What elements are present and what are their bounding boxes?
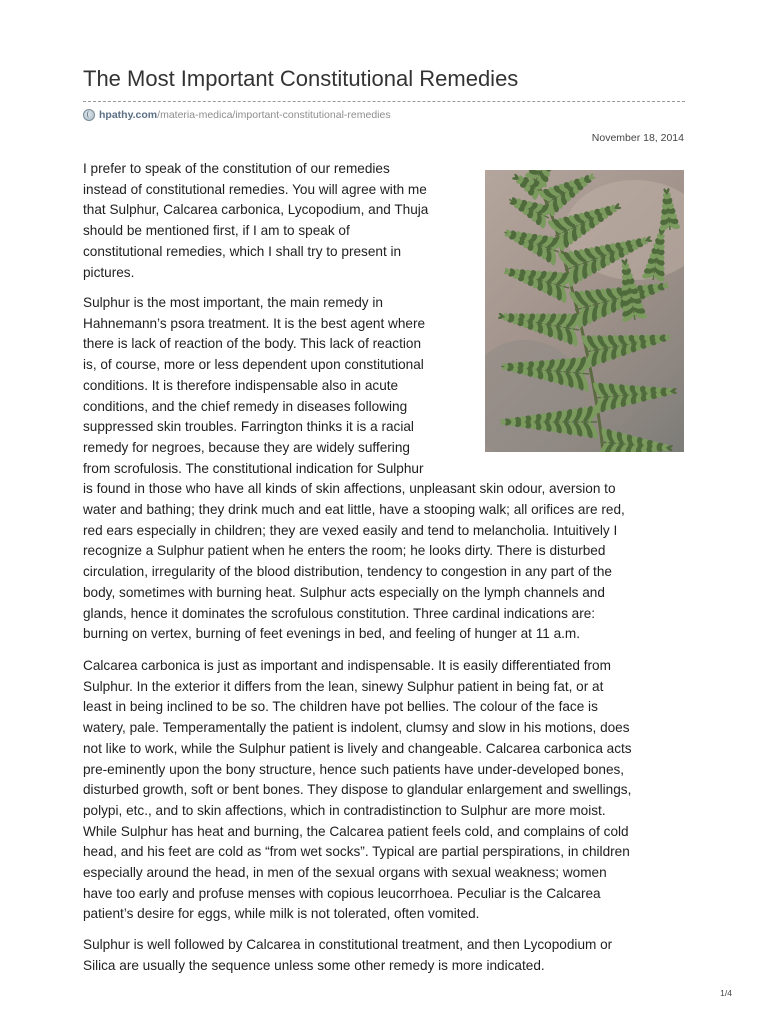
- text-line: should be mentioned first, if I am to speak of: [83, 223, 350, 239]
- page-title: The Most Important Constitutional Remedies: [83, 66, 519, 91]
- text-line: constitutional remedies, which I shall try to present in: [83, 243, 402, 259]
- text-line: Hahnemann’s psora treatment. It is the best agent where: [83, 315, 426, 331]
- text-line: have too early and profuse menses with copious leucorrhoea. Peculiar is the Calcarea: [83, 885, 601, 901]
- text-line: remedy for negroes, because they are widely suffering: [83, 439, 410, 455]
- paragraph-3: [83, 656, 632, 925]
- text-line: least in being inclined to be so. The children have pot bellies. The colour of the face is: [83, 699, 598, 715]
- source-url[interactable]: [83, 108, 391, 122]
- text-line: that Sulphur, Calcarea carbonica, Lycopodium, and Thuja: [83, 202, 429, 218]
- text-line: is, of course, more or less dependent upon constitutional: [83, 357, 424, 373]
- text-line: glands, hence it dominates the scrofulous constitution. Three cardinal indications are:: [83, 605, 596, 621]
- site-globe-icon: [83, 109, 95, 121]
- text-line: conditions, and the chief remedy in diseases following: [83, 398, 408, 414]
- text-line: Calcarea carbonica is just as important and indispensable. It is easily differentiated from: [83, 658, 611, 673]
- text-line: is found in those who have all kinds of skin affections, unpleasant skin odour, aversion to: [83, 481, 616, 497]
- page-number: 1/4: [720, 988, 732, 998]
- text-line: watery, pale. Temperamentally the patient is indolent, clumsy and slow in his motions, does: [83, 720, 630, 736]
- text-line: recognize a Sulphur patient when he enters the room; he looks dirty. There is disturbed: [83, 543, 606, 559]
- text-line: burning on vertex, burning of feet evenings in bed, and feeling of hunger at 11 a.m.: [83, 626, 581, 642]
- text-line: While Sulphur has heat and burning, the Calcarea patient feels cold, and complains of cold: [83, 823, 629, 839]
- text-line: head, and his feet are cold as “from wet socks”. Typical are partial perspirations, in children: [83, 844, 630, 860]
- paragraph-2: [83, 293, 625, 645]
- text-line: there is lack of reaction of the body. This lack of reaction: [83, 336, 422, 352]
- source-host: hpathy.com: [99, 109, 158, 121]
- publish-date: November 18, 2014: [591, 132, 684, 144]
- source-path: /materia-medica/important-constitutional-remedies: [157, 109, 391, 121]
- text-line: red ears especially in children; they are vexed easily and tend to melancholia. Intuitively I: [83, 522, 618, 538]
- title-divider: [83, 101, 685, 102]
- text-line: not like to work, while the Sulphur patient is lively and changeable. Calcarea carbonica acts: [83, 740, 632, 756]
- text-line: Sulphur is the most important, the main remedy in: [83, 295, 383, 310]
- paragraph-4: [83, 935, 612, 976]
- text-line: water and bathing; they drink much and eat little, have a stooping walk; all orifices are red,: [83, 502, 625, 518]
- text-line: circulation, irregularity of the blood distribution, tendency to congestion in any part of the: [83, 564, 612, 580]
- text-line: suppressed skin troubles. Farrington thinks it is a racial: [83, 419, 414, 435]
- text-line: conditions. It is therefore indispensable also in acute: [83, 377, 399, 393]
- text-line: patient’s desire for eggs, while milk is not tolerated, often vomited.: [83, 906, 480, 922]
- text-line: pre-eminently upon the bony structure, hence such patients have under-developed bones,: [83, 761, 625, 777]
- text-line: Silica are usually the sequence unless some other remedy is more indicated.: [83, 957, 545, 973]
- text-line: disturbed growth, soft or bent bones. They dispose to glandular enlargement and swellings,: [83, 782, 632, 798]
- text-line: polypi, etc., and to skin affections, which in contradistinction to Sulphur are more moist.: [83, 802, 606, 818]
- text-line: especially around the head, in men of the sexual organs with sexual weakness; women: [83, 865, 607, 881]
- text-line: I prefer to speak of the constitution of our remedies: [83, 161, 390, 176]
- text-line: Sulphur. In the exterior it differs from the lean, sinewy Sulphur patient in being fat, or at: [83, 678, 604, 694]
- photo-foliage: [510, 201, 516, 205]
- text-line: from scrofulosis. The constitutional indication for Sulphur: [83, 460, 424, 476]
- text-line: instead of constitutional remedies. You will agree with me: [83, 181, 427, 197]
- text-line: Sulphur is well followed by Calcarea in constitutional treatment, and then Lycopodium or: [83, 937, 613, 952]
- paragraph-1: [83, 159, 428, 283]
- text-line: pictures.: [83, 264, 135, 280]
- text-line: body, sometimes with burning heat. Sulphur acts especially on the lymph channels and: [83, 584, 605, 600]
